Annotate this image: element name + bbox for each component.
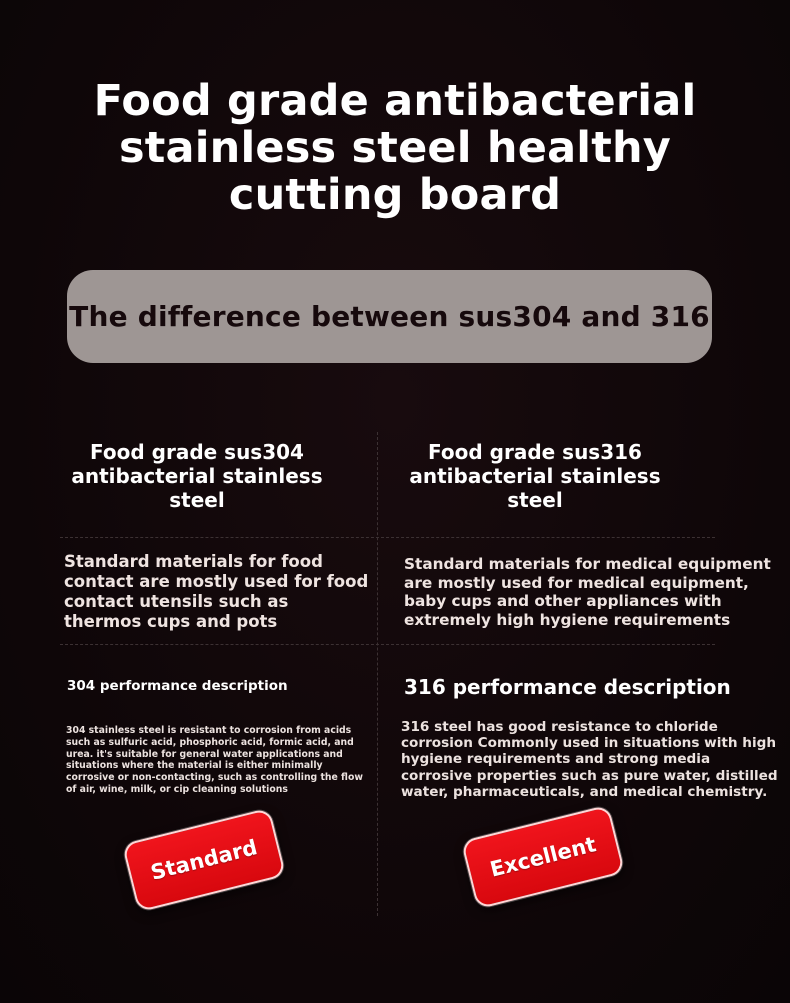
- sus304-performance-description: 304 stainless steel is resistant to corrosion from acids such as sulfuric acid, phosphoric acid, formic acid, and urea. it's suitable for general water applications and situations where the material is either minimally corrosive or non-contacting, such as controlling the flow of air, wine, milk, or cip cleaning solutions: [66, 725, 363, 795]
- row-divider-1: [60, 537, 715, 538]
- subtitle-text: The difference between sus304 and 316: [69, 300, 710, 333]
- column-divider: [377, 432, 378, 916]
- sus316-heading: Food grade sus316 antibacterial stainless steel: [409, 440, 661, 512]
- excellent-badge: [461, 805, 625, 910]
- standard-badge: [122, 808, 286, 913]
- excellent-badge-label: Excellent: [487, 832, 599, 882]
- subtitle-banner: [67, 270, 712, 363]
- sus304-heading: Food grade sus304 antibacterial stainless steel: [71, 440, 323, 512]
- sus316-performance-title: 316 performance description: [404, 675, 731, 699]
- standard-badge-label: Standard: [148, 835, 260, 885]
- sus316-standard-text: Standard materials for medical equipment are mostly used for medical equipment, baby cups and other appliances with extremely high hygiene requirements: [404, 555, 771, 629]
- sus316-performance-description: 316 steel has good resistance to chloride corrosion Commonly used in situations with high hygiene requirements and strong media corrosive properties such as pure water, distilled water, pharmaceuticals, and medical chemistry.: [401, 719, 778, 800]
- page-title: Food grade antibacterial stainless steel healthy cutting board: [93, 76, 697, 220]
- sus304-standard-text: Standard materials for food contact are mostly used for food contact utensils such as thermos cups and pots: [64, 552, 369, 631]
- row-divider-2: [60, 644, 715, 645]
- sus304-performance-title: 304 performance description: [67, 678, 288, 694]
